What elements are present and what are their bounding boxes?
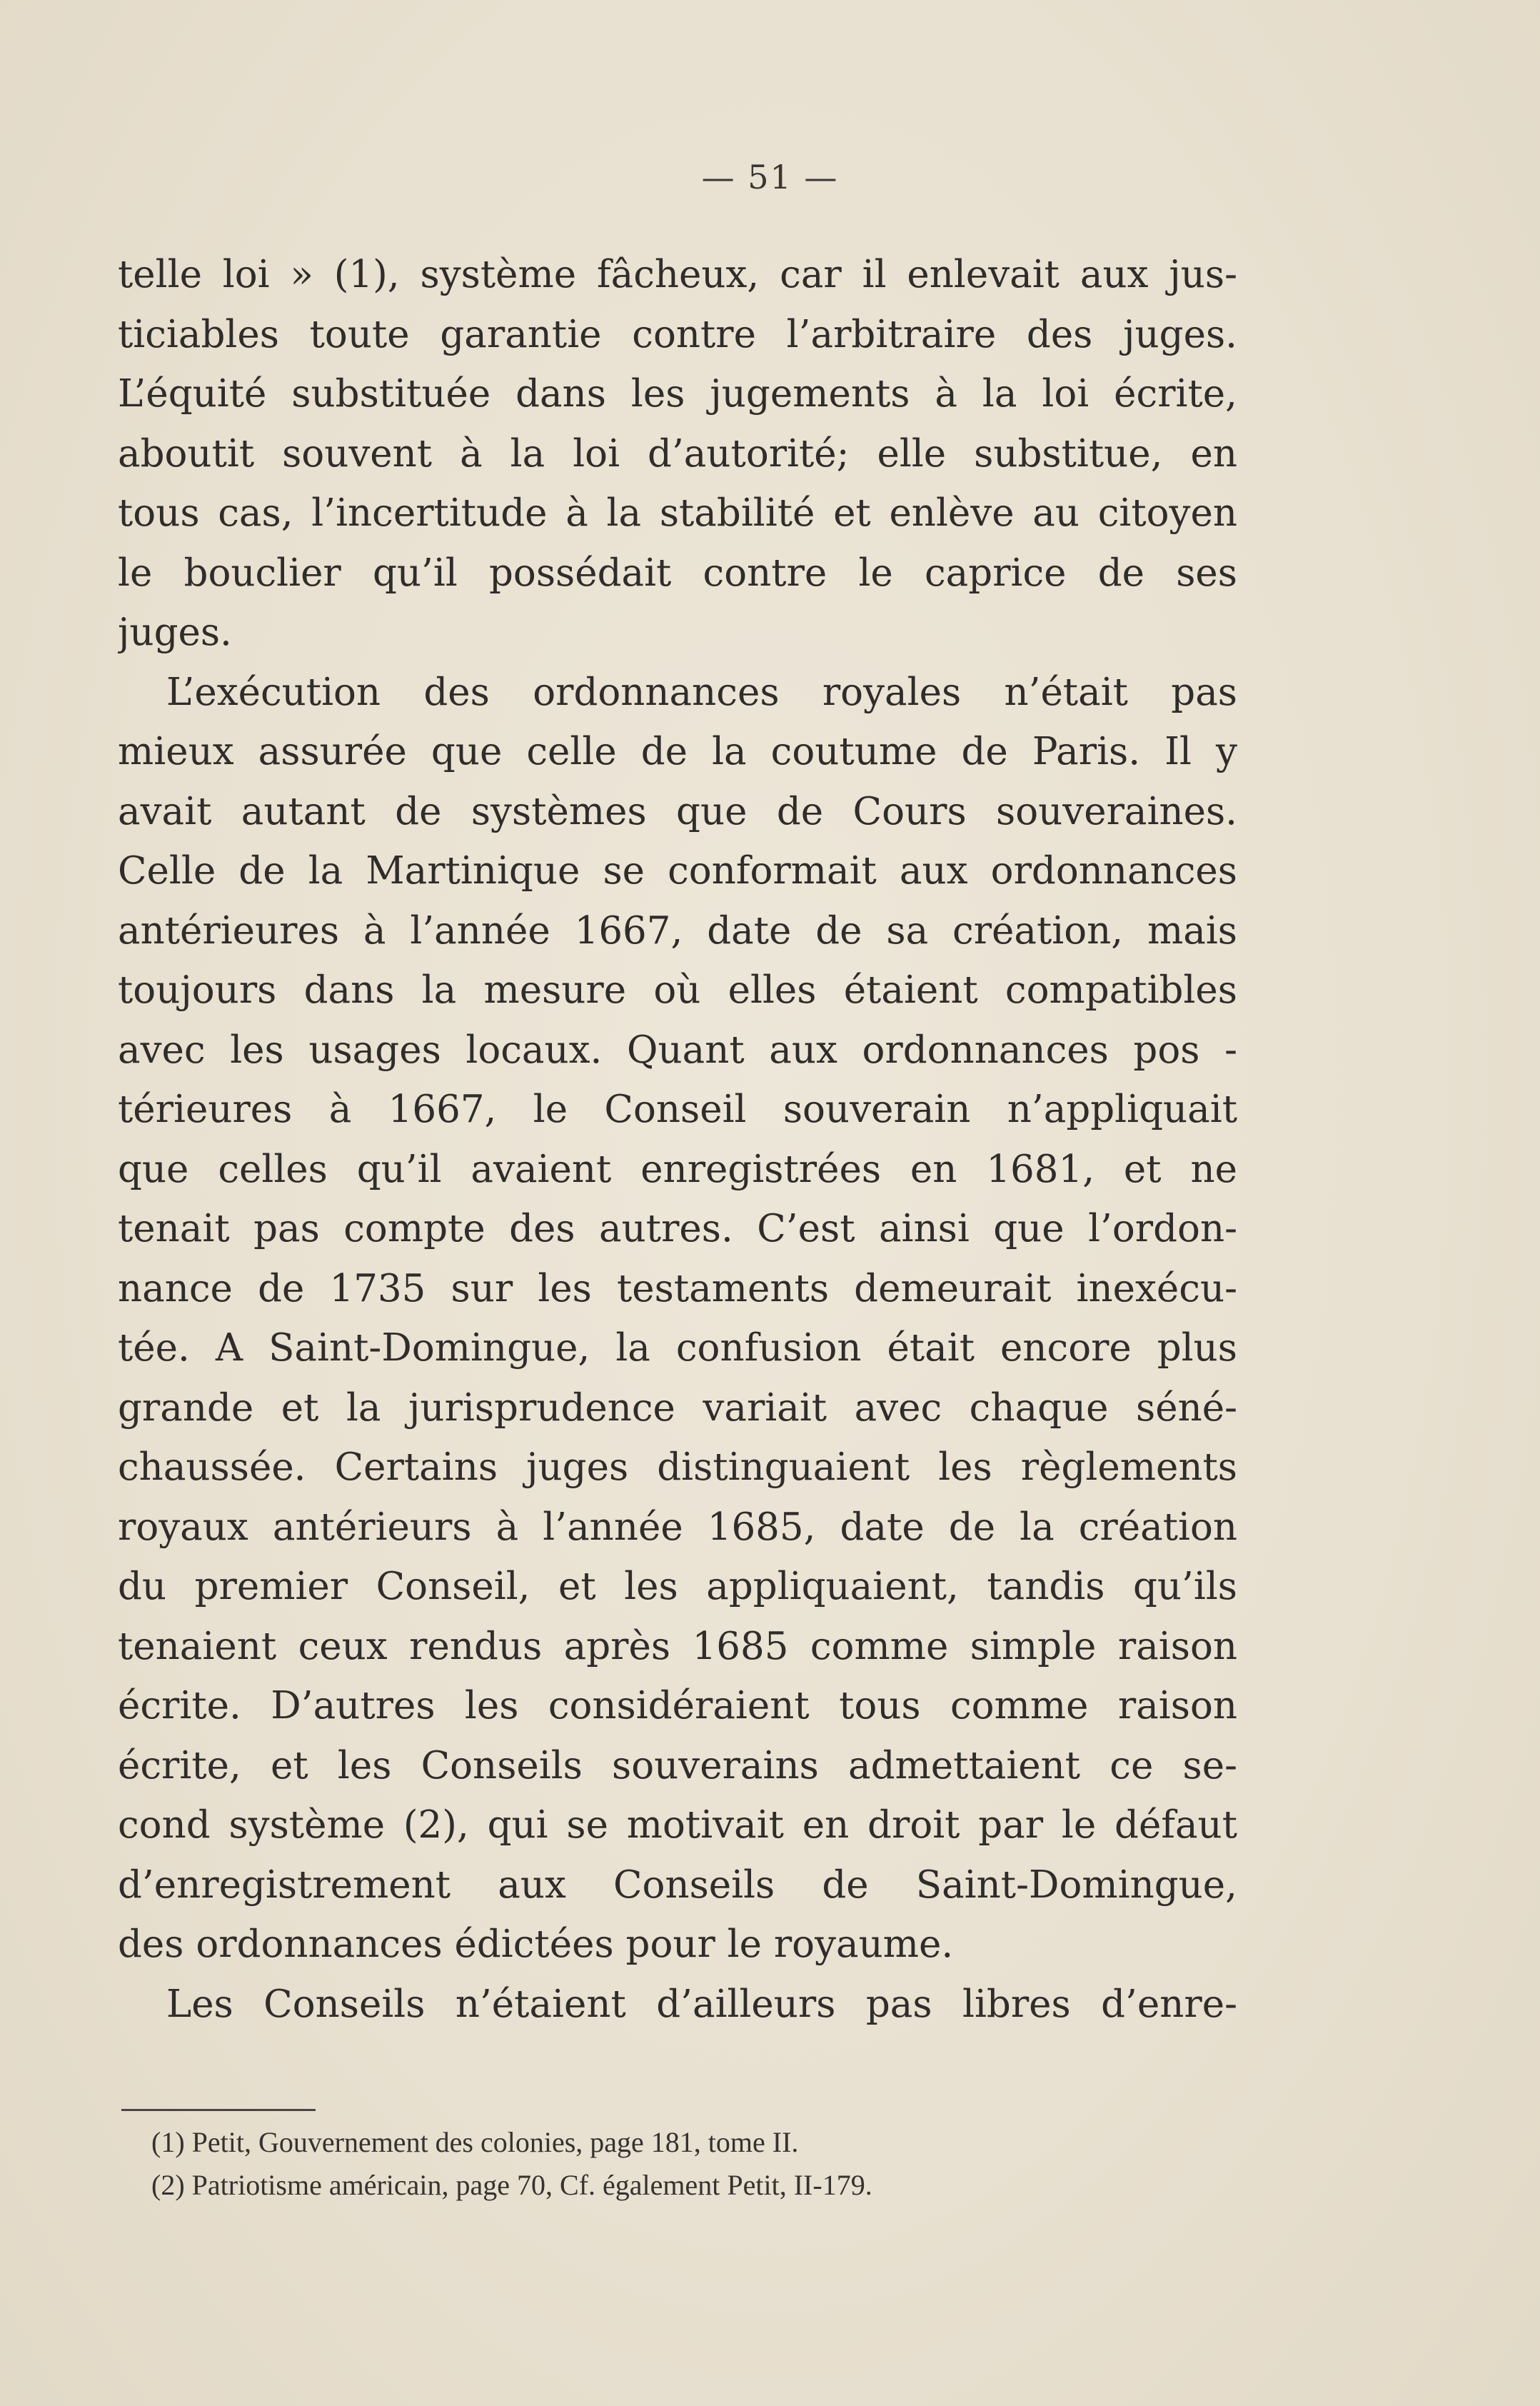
text-line: telle loi » (1), système fâcheux, car il enlevait aux jus-	[118, 253, 1237, 296]
text-line: avait autant de systèmes que de Cours souveraines.	[118, 789, 1237, 833]
text-line: du premier Conseil, et les appliquaient, tandis qu’ils	[118, 1565, 1237, 1608]
text-line: Celle de la Martinique se conformait aux ordonnances	[118, 849, 1237, 893]
footnote-separator	[121, 2109, 316, 2111]
text-line: des ordonnances édictées pour le royaume.	[118, 1923, 954, 1966]
text-line: aboutit souvent à la loi d’autorité; elle substitue, en	[118, 431, 1237, 476]
text-line: juges.	[118, 611, 232, 654]
text-line: grande et la jurisprudence variait avec chaque séné-	[118, 1385, 1237, 1430]
text-line: avec les usages locaux. Quant aux ordonnances pos -	[118, 1028, 1237, 1072]
paragraph-start-line: L’exécution des ordonnances royales n’était pas	[166, 670, 1237, 714]
text-line: ticiables toute garantie contre l’arbitraire des juges.	[118, 312, 1237, 356]
text-line: d’enregistrement aux Conseils de Saint-Domingue,	[118, 1863, 1237, 1907]
text-line: tenaient ceux rendus après 1685 comme simple raison	[118, 1624, 1237, 1668]
page-number: — 51 —	[701, 158, 839, 196]
footnotes	[151, 2121, 1222, 2207]
text-line: L’équité substituée dans les jugements à la loi écrite,	[118, 372, 1237, 416]
text-line: cond système (2), qui se motivait en droit par le défaut	[118, 1803, 1237, 1847]
text-line: le bouclier qu’il possédait contre le caprice de ses	[118, 551, 1237, 595]
text-line: nance de 1735 sur les testaments demeurait inexécu-	[118, 1266, 1237, 1310]
text-line: antérieures à l’année 1667, date de sa création, mais	[118, 908, 1237, 953]
paragraph-start-line: Les Conseils n’étaient d’ailleurs pas libres d’enre-	[166, 1982, 1237, 2026]
text-line: chaussée. Certains juges distinguaient les règlements	[118, 1445, 1237, 1489]
text-line: tée. A Saint-Domingue, la confusion était encore plus	[118, 1326, 1237, 1370]
text-line: toujours dans la mesure où elles étaient compatibles	[118, 968, 1237, 1012]
body-text	[118, 245, 1237, 2034]
text-line: écrite, et les Conseils souverains admettaient ce se-	[118, 1743, 1237, 1788]
footnote-1: (1) Petit, Gouvernement des colonies, page 181, tome II.	[151, 2126, 799, 2158]
text-line: térieures à 1667, le Conseil souverain n’appliquait	[118, 1088, 1237, 1131]
text-line: tenait pas compte des autres. C’est ainsi que l’ordon-	[118, 1207, 1237, 1250]
text-line: écrite. D’autres les considéraient tous comme raison	[118, 1684, 1237, 1728]
text-line: tous cas, l’incertitude à la stabilité et enlève au citoyen	[118, 491, 1237, 535]
text-line: mieux assurée que celle de la coutume de Paris. Il y	[118, 730, 1237, 773]
text-line: que celles qu’il avaient enregistrées en 1681, et ne	[118, 1147, 1237, 1191]
footnote-2: (2) Patriotisme américain, page 70, Cf. également Petit, II-179.	[151, 2169, 872, 2201]
text-line: royaux antérieurs à l’année 1685, date de la création	[118, 1505, 1237, 1549]
